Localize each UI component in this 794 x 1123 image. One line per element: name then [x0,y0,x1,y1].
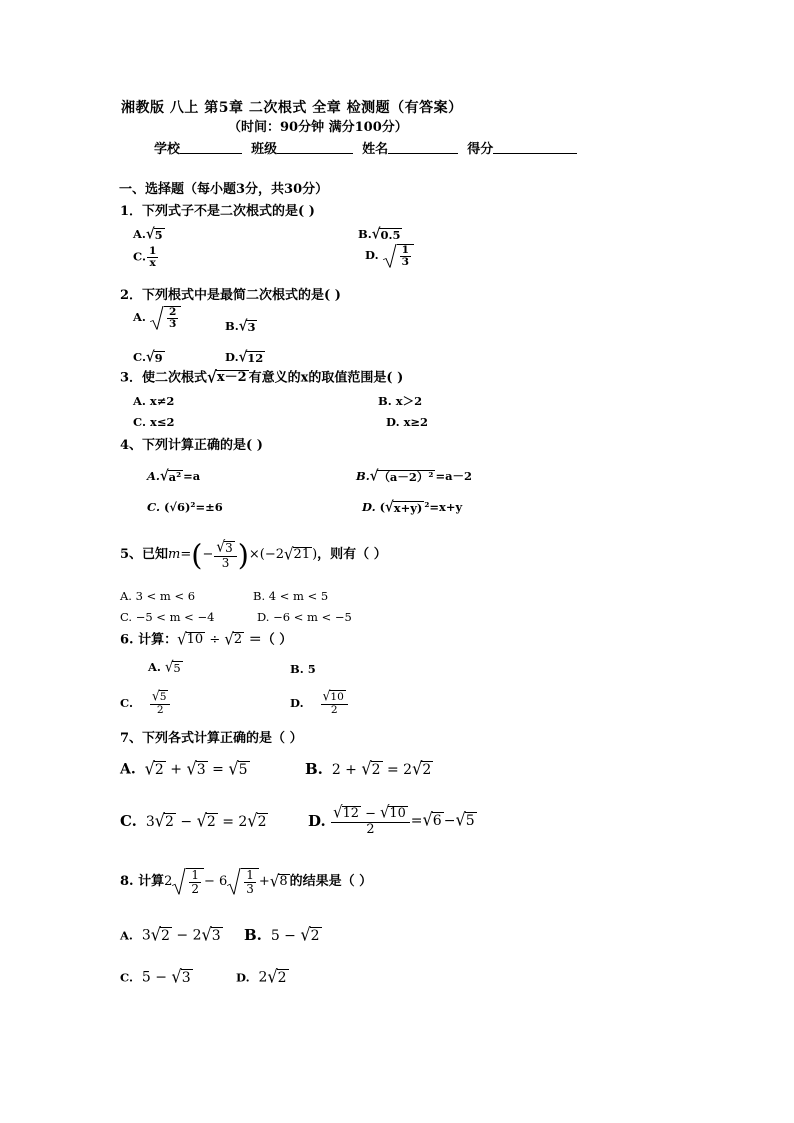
q4-option-b: B. √ （a－2）² =a－2 [356,468,473,485]
q6-option-d: D. √ 10 2 [290,684,349,722]
q3-option-c: C. x≤2 [133,415,175,429]
sqrt: √ 10 [177,629,204,649]
q7-option-d: D. √ 12 − √ 10 2 = √ 6 − √ 5 [308,802,475,837]
q8-option-c: C. 5 − √ 3 [120,965,191,987]
sqrt: √ 2 [150,923,170,945]
q2-option-d: D. √ 12 [225,349,264,366]
fraction: √ 3 3 [214,541,236,569]
sqrt: √ a² [159,468,182,485]
page-subtitle: （时间：90分钟 满分100分） [228,120,408,135]
sqrt: √ 12 [238,349,264,366]
sqrt: √ 5 [228,757,248,779]
field-score-label: 得分 [467,142,494,157]
sqrt: $\frac{2}{3}$ [150,306,181,330]
q3-stem: 3．使二次根式 √ x－2 有意义的x的取值范围是( ) [120,367,404,387]
field-class-blank[interactable] [277,141,353,154]
sqrt: √ 3 [201,923,221,945]
q1-option-c: C. $\frac{1}{x}$ [133,245,157,270]
sqrt: √ 8 [269,871,288,891]
q6-option-a: A. √ 5 [148,659,181,676]
q8-option-b: B. 5 − √ 2 [244,924,320,946]
sqrt: √ 0.5 [371,226,401,243]
q6-option-b: B. 5 [290,662,316,676]
q3-option-d: D. x≥2 [386,415,429,429]
sqrt: √ 2 [154,810,174,832]
field-school-label: 学校 [154,142,181,157]
q3-option-b: B. x＞2 [378,394,423,408]
q2-option-c: C. √ 9 [133,349,163,366]
q1-option-a: A. √ 5 [133,226,163,243]
fraction: √ 5 2 [150,690,170,715]
sqrt: √ x+y) [385,499,423,516]
q5-option-d: D. −6 < m < −5 [257,610,352,624]
sqrt: √ （a－2）² [369,468,434,485]
fraction: √ 12 − √ 10 2 [331,806,410,836]
sqrt: √ 2 [224,629,243,649]
q6-stem: 6. 计算： √ 10 ÷ √ 2 ＝（ ） [120,629,293,649]
q4-option-d: D. ( √ x+y) ²=x+y [362,499,463,516]
q4-stem: 4、下列计算正确的是( ) [120,438,263,453]
field-name-label: 姓名 [362,142,389,157]
q6-option-c: C. √ 5 2 [120,684,171,722]
sqrt: √ 6 [422,809,442,831]
sqrt: √ 3 [238,318,256,335]
fraction: √ 10 2 [321,690,348,715]
sqrt: √ 2 [300,924,320,946]
sqrt: √ 5 [455,809,475,831]
q8-option-d: D. 2 √ 2 [236,965,287,987]
q5-option-b: B. 4 < m < 5 [253,589,329,603]
sqrt: √ 2 [361,758,381,780]
sqrt: $\frac{1}{2}$ [172,868,204,895]
q2-stem: 2．下列根式中是最简二次根式的是( ) [120,288,341,303]
q5-option-a: A. 3 < m < 6 [120,589,196,603]
q2-option-b: B. √ 3 [225,318,256,335]
student-info-fields [154,141,577,158]
right-paren: ) [237,537,249,572]
q1-option-b: B. √ 0.5 [358,226,401,243]
sqrt: √ 2 [196,810,216,832]
field-score-blank[interactable] [493,141,577,154]
sqrt: $\frac{1}{3}$ [383,244,414,268]
sqrt: √ 5 [145,226,163,243]
q5-stem: 5、已知 m = ( − √ 3 3 ) ×(−2 √ 21 ) ，则有（ ） [120,537,387,572]
q5-option-c: C. −5 < m < −4 [120,610,215,624]
q1-stem: 1．下列式子不是二次根式的是( ) [120,204,315,219]
q4-option-c: C. (√6)²=±6 [147,500,223,514]
q2-option-a: A. $\frac{2}{3}$ [133,306,181,330]
sqrt: √ 2 [144,757,164,779]
q7-stem: 7、下列各式计算正确的是（ ） [120,731,303,746]
sqrt: √ 2 [267,965,287,987]
sqrt: √ 5 [164,659,181,676]
sqrt: $\frac{1}{3}$ [227,868,259,895]
q1-option-d: D. $\frac{1}{3}$ [365,244,414,268]
sqrt: √ 9 [145,349,163,366]
sqrt: √ 2 [247,810,267,832]
sqrt: √ 2 [412,758,432,780]
q7-option-b: B. 2 + √ 2 = 2 √ 2 [305,758,432,780]
left-paren: ( [191,537,203,572]
field-school-blank[interactable] [180,141,242,154]
fraction: $\frac{1}{x}$ [148,245,157,270]
q8-stem: 8. 计算 2 $\frac{1}{2}$ − 6 $\frac{1}{3}$ + √ 8 的结果是（ ） [120,868,373,896]
field-class-label: 班级 [251,142,278,157]
q3-option-a: A. x≠2 [133,394,175,408]
section-heading: 一、选择题（每小题3分，共30分） [119,182,329,197]
sqrt: √ 3 [171,965,191,987]
q8-option-a: A. 3 √ 2 − 2 √ 3 [120,923,221,945]
q4-option-a: A. √ a² =a [147,468,201,485]
field-name-blank[interactable] [388,141,458,154]
page-title: 湘教版 八上 第5章 二次根式 全章 检测题（有答案） [121,100,463,116]
sqrt: √ x－2 [207,367,247,387]
q7-option-c: C. 3 √ 2 − √ 2 = 2 √ 2 [120,810,267,832]
sqrt: √ 3 [186,757,206,779]
q7-option-a: A. √ 2 + √ 3 = √ 5 [120,757,248,779]
sqrt: √ 21 [284,544,311,564]
